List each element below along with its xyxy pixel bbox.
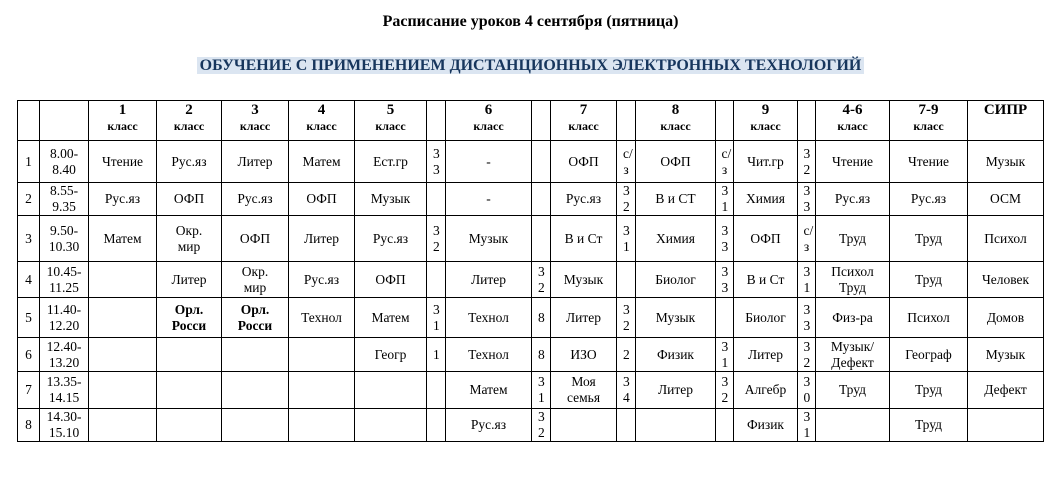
schedule-row-8 (18, 409, 1044, 442)
class-5-room: 31 (427, 298, 446, 338)
class-4-6-subject: Рус.яз (816, 183, 890, 216)
class-5-room: 1 (427, 338, 446, 372)
class-7-9-subject: Рус.яз (890, 183, 968, 216)
page-title: Расписание уроков 4 сентября (пятница) (382, 13, 679, 30)
schedule-row-7 (18, 372, 1044, 409)
schedule-row-1 (18, 141, 1044, 183)
header-class-4-6: 4-6 класс (816, 101, 890, 141)
class-2-subject: Орл. Росси (157, 298, 222, 338)
class-7-room: 2 (617, 338, 636, 372)
class-9-subject: Алгебр (734, 372, 798, 409)
lesson-time: 10.45- 11.25 (40, 262, 89, 298)
class-8-subject: Литер (636, 372, 716, 409)
class-4-subject: Матем (289, 141, 355, 183)
class-7-room: 32 (617, 298, 636, 338)
header-class-5: 5 класс (355, 101, 427, 141)
class-2-subject (157, 338, 222, 372)
class-4-6-subject: Труд (816, 216, 890, 262)
lesson-time: 13.35- 14.15 (40, 372, 89, 409)
class-8-room: 32 (716, 372, 734, 409)
class-3-subject (222, 409, 289, 442)
class-8-subject: Физик (636, 338, 716, 372)
class-5-room (427, 262, 446, 298)
class-9-room: 30 (798, 372, 816, 409)
lesson-number: 1 (18, 141, 40, 183)
class-6-subject: Технол (446, 338, 532, 372)
class-4-subject: Литер (289, 216, 355, 262)
class-8-room: 33 (716, 216, 734, 262)
class-2-subject: Литер (157, 262, 222, 298)
header-room-9 (798, 101, 816, 141)
class-2-subject (157, 409, 222, 442)
class-1-subject (89, 409, 157, 442)
class-9-subject: В и Ст (734, 262, 798, 298)
class-8-room: 33 (716, 262, 734, 298)
class-8-subject: Биолог (636, 262, 716, 298)
class-3-subject: Рус.яз (222, 183, 289, 216)
schedule-row-2 (18, 183, 1044, 216)
class-2-subject: ОФП (157, 183, 222, 216)
class-8-subject: ОФП (636, 141, 716, 183)
class-9-room: 33 (798, 298, 816, 338)
class-2-subject: Окр. мир (157, 216, 222, 262)
lesson-number: 2 (18, 183, 40, 216)
class-4-subject (289, 409, 355, 442)
class-8-room: с/з (716, 141, 734, 183)
header-class-1: 1 класс (89, 101, 157, 141)
class-6-room: 32 (532, 262, 551, 298)
lesson-number: 7 (18, 372, 40, 409)
class-4-subject: Рус.яз (289, 262, 355, 298)
class-8-room: 31 (716, 338, 734, 372)
class-4-6-subject: Музык/ Дефект (816, 338, 890, 372)
class-8-subject: Химия (636, 216, 716, 262)
sipr-subject (968, 409, 1044, 442)
schedule-row-3 (18, 216, 1044, 262)
header-room-7 (617, 101, 636, 141)
class-5-subject (355, 409, 427, 442)
class-7-subject: ОФП (551, 141, 617, 183)
class-9-room: 32 (798, 141, 816, 183)
header-num (18, 101, 40, 141)
class-9-subject: Биолог (734, 298, 798, 338)
class-6-room (532, 141, 551, 183)
class-8-subject: В и СТ (636, 183, 716, 216)
class-6-room (532, 183, 551, 216)
class-7-9-subject: Психол (890, 298, 968, 338)
class-6-subject: Технол (446, 298, 532, 338)
class-7-room (617, 409, 636, 442)
class-4-6-subject: Чтение (816, 141, 890, 183)
class-1-subject (89, 372, 157, 409)
class-7-9-subject: Чтение (890, 141, 968, 183)
class-5-subject: Ест.гр (355, 141, 427, 183)
sipr-subject: ОСМ (968, 183, 1044, 216)
class-7-9-subject: Труд (890, 262, 968, 298)
class-1-subject: Чтение (89, 141, 157, 183)
class-7-subject (551, 409, 617, 442)
class-1-subject: Матем (89, 216, 157, 262)
class-6-subject: Музык (446, 216, 532, 262)
lesson-number: 3 (18, 216, 40, 262)
lesson-number: 8 (18, 409, 40, 442)
class-6-room: 32 (532, 409, 551, 442)
class-4-6-subject: Физ-ра (816, 298, 890, 338)
class-4-6-subject: Труд (816, 372, 890, 409)
lesson-number: 6 (18, 338, 40, 372)
class-9-subject: ОФП (734, 216, 798, 262)
class-3-subject: Литер (222, 141, 289, 183)
class-6-subject: - (446, 183, 532, 216)
class-7-room: 32 (617, 183, 636, 216)
class-5-room (427, 183, 446, 216)
class-1-subject (89, 298, 157, 338)
class-7-room: 34 (617, 372, 636, 409)
class-7-9-subject: Географ (890, 338, 968, 372)
class-7-9-subject: Труд (890, 409, 968, 442)
sipr-subject: Музык (968, 141, 1044, 183)
class-2-subject (157, 372, 222, 409)
class-9-subject: Химия (734, 183, 798, 216)
sipr-subject: Музык (968, 338, 1044, 372)
header-room-6 (532, 101, 551, 141)
class-9-room: 33 (798, 183, 816, 216)
header-class-7-9: 7-9 класс (890, 101, 968, 141)
class-7-room: с/з (617, 141, 636, 183)
class-7-subject: ИЗО (551, 338, 617, 372)
sipr-subject: Человек (968, 262, 1044, 298)
class-6-subject: Матем (446, 372, 532, 409)
schedule-body (18, 141, 1044, 442)
class-8-room (716, 298, 734, 338)
class-3-subject: Окр. мир (222, 262, 289, 298)
schedule-row-6 (18, 338, 1044, 372)
class-7-9-subject: Труд (890, 372, 968, 409)
sipr-subject: Домов (968, 298, 1044, 338)
class-4-subject: Технол (289, 298, 355, 338)
class-9-subject: Физик (734, 409, 798, 442)
header-class-8: 8 класс (636, 101, 716, 141)
header-class-7: 7 класс (551, 101, 617, 141)
class-6-subject: - (446, 141, 532, 183)
lesson-time: 8.00- 8.40 (40, 141, 89, 183)
class-3-subject (222, 338, 289, 372)
class-3-subject: ОФП (222, 216, 289, 262)
class-8-room: 31 (716, 183, 734, 216)
class-1-subject (89, 338, 157, 372)
class-6-room: 8 (532, 298, 551, 338)
header-class-6: 6 класс (446, 101, 532, 141)
lesson-time: 12.40- 13.20 (40, 338, 89, 372)
schedule-table (17, 100, 1044, 442)
class-9-subject: Литер (734, 338, 798, 372)
header-class-2: 2 класс (157, 101, 222, 141)
class-5-subject (355, 372, 427, 409)
header-time (40, 101, 89, 141)
class-7-subject: Литер (551, 298, 617, 338)
lesson-time: 9.50- 10.30 (40, 216, 89, 262)
class-7-subject: Музык (551, 262, 617, 298)
class-6-room (532, 216, 551, 262)
lesson-time: 11.40- 12.20 (40, 298, 89, 338)
lesson-time: 14.30- 15.10 (40, 409, 89, 442)
sipr-subject: Психол (968, 216, 1044, 262)
class-6-subject: Рус.яз (446, 409, 532, 442)
lesson-number: 4 (18, 262, 40, 298)
class-5-subject: Матем (355, 298, 427, 338)
class-6-room: 31 (532, 372, 551, 409)
class-9-room: 31 (798, 409, 816, 442)
class-5-subject: Музык (355, 183, 427, 216)
class-1-subject: Рус.яз (89, 183, 157, 216)
class-3-subject (222, 372, 289, 409)
class-6-room: 8 (532, 338, 551, 372)
class-2-subject: Рус.яз (157, 141, 222, 183)
class-4-6-subject: Психол Труд (816, 262, 890, 298)
class-5-subject: ОФП (355, 262, 427, 298)
class-9-room: с/з (798, 216, 816, 262)
header-class-3: 3 класс (222, 101, 289, 141)
lesson-number: 5 (18, 298, 40, 338)
class-9-subject: Чит.гр (734, 141, 798, 183)
class-4-subject (289, 338, 355, 372)
class-5-subject: Геогр (355, 338, 427, 372)
class-5-room: 33 (427, 141, 446, 183)
lesson-time: 8.55- 9.35 (40, 183, 89, 216)
class-7-subject: Моя семья (551, 372, 617, 409)
class-7-room: 31 (617, 216, 636, 262)
schedule-row-4 (18, 262, 1044, 298)
header-class-9: 9 класс (734, 101, 798, 141)
class-7-room (617, 262, 636, 298)
header-room-5 (427, 101, 446, 141)
header-sipr: СИПР (968, 101, 1044, 141)
class-7-subject: В и Ст (551, 216, 617, 262)
class-4-subject (289, 372, 355, 409)
class-4-6-subject (816, 409, 890, 442)
class-7-subject: Рус.яз (551, 183, 617, 216)
class-8-subject: Музык (636, 298, 716, 338)
class-5-room: 32 (427, 216, 446, 262)
class-5-room (427, 409, 446, 442)
page-subtitle (0, 57, 1061, 75)
class-5-subject: Рус.яз (355, 216, 427, 262)
class-9-room: 32 (798, 338, 816, 372)
schedule-row-5 (18, 298, 1044, 338)
class-1-subject (89, 262, 157, 298)
class-8-subject (636, 409, 716, 442)
header-row (18, 101, 1044, 141)
class-8-room (716, 409, 734, 442)
class-7-9-subject: Труд (890, 216, 968, 262)
class-9-room: 31 (798, 262, 816, 298)
class-3-subject: Орл. Росси (222, 298, 289, 338)
subtitle-text: ОБУЧЕНИЕ С ПРИМЕНЕНИЕМ ДИСТАНЦИОННЫХ ЭЛЕКТРОННЫХ ТЕХНОЛОГИЙ (197, 57, 865, 74)
class-5-room (427, 372, 446, 409)
class-6-subject: Литер (446, 262, 532, 298)
class-4-subject: ОФП (289, 183, 355, 216)
header-class-4: 4 класс (289, 101, 355, 141)
sipr-subject: Дефект (968, 372, 1044, 409)
header-room-8 (716, 101, 734, 141)
